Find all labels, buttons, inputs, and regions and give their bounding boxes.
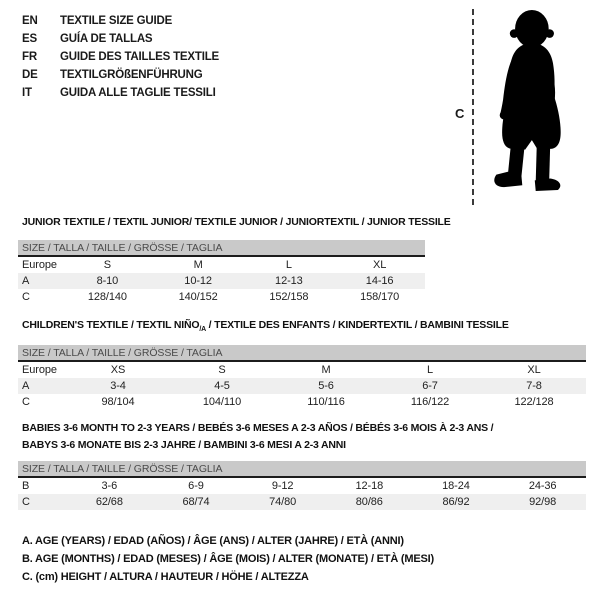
language-row bbox=[22, 66, 219, 84]
cell: L bbox=[426, 364, 434, 376]
cell: 6-7 bbox=[378, 378, 482, 394]
cell: 3-6 bbox=[101, 480, 118, 492]
row-label: C bbox=[22, 291, 30, 303]
cell: 92/98 bbox=[499, 494, 586, 510]
cell: 86/92 bbox=[413, 494, 500, 510]
babies-title-line2: BABYS 3-6 MONATE BIS 2-3 JAHRE / BAMBINI 3-6 MESI A 2-3 ANNI bbox=[22, 439, 346, 451]
cell: 140/152 bbox=[178, 291, 218, 303]
cell: 8-10 bbox=[62, 273, 153, 289]
row-label: B bbox=[22, 480, 30, 492]
cell: XL bbox=[527, 364, 541, 376]
table-row bbox=[18, 394, 586, 410]
cell: 116/122 bbox=[410, 396, 450, 408]
language-code: FR bbox=[22, 51, 37, 63]
cell: 9-12 bbox=[271, 480, 294, 492]
footnotes bbox=[22, 532, 434, 586]
cell: S bbox=[218, 364, 226, 376]
row-label: C bbox=[22, 396, 30, 408]
cell: XS bbox=[110, 364, 126, 376]
table-row bbox=[18, 273, 425, 289]
cell: M bbox=[321, 364, 331, 376]
height-measure-label: C bbox=[455, 106, 465, 121]
language-row bbox=[22, 48, 219, 66]
language-row bbox=[22, 30, 219, 48]
junior-section-title: JUNIOR TEXTILE / TEXTIL JUNIOR/ TEXTILE JUNIOR / JUNIORTEXTIL / JUNIOR TESSILE bbox=[22, 216, 451, 228]
row-label: C bbox=[18, 494, 66, 510]
cell: L bbox=[285, 259, 292, 271]
table-row bbox=[18, 361, 586, 378]
cell: 80/86 bbox=[326, 494, 413, 510]
cell: M bbox=[193, 259, 203, 271]
language-code: ES bbox=[22, 33, 37, 45]
row-label: Europe bbox=[22, 259, 57, 271]
children-size-table bbox=[18, 345, 586, 410]
language-list bbox=[22, 12, 219, 102]
cell: 5-6 bbox=[274, 378, 378, 394]
cell: 68/74 bbox=[153, 494, 240, 510]
row-label: A bbox=[18, 273, 62, 289]
size-header-bar: SIZE / TALLA / TAILLE / GRÖSSE / TAGLIA bbox=[18, 345, 586, 361]
cell: 4-5 bbox=[170, 378, 274, 394]
cell: 12-18 bbox=[355, 480, 384, 492]
cell: 10-12 bbox=[153, 273, 244, 289]
children-title-sub: /A bbox=[199, 326, 206, 334]
table-row bbox=[18, 256, 425, 273]
table-row bbox=[18, 289, 425, 305]
cell: 74/80 bbox=[239, 494, 326, 510]
language-row bbox=[22, 12, 219, 30]
size-header-bar: SIZE / TALLA / TAILLE / GRÖSSE / TAGLIA bbox=[18, 240, 425, 256]
junior-size-table bbox=[18, 240, 425, 305]
note-a: A. AGE (YEARS) / EDAD (AÑOS) / ÂGE (ANS) / ALTER (JAHRE) / ETÀ (ANNI) bbox=[22, 535, 404, 547]
table-row bbox=[18, 477, 586, 494]
table-row bbox=[18, 378, 586, 394]
language-title: GUIDE DES TAILLES TEXTILE bbox=[60, 51, 219, 63]
cell: 14-16 bbox=[334, 273, 425, 289]
children-section-title bbox=[22, 319, 509, 333]
cell: 7-8 bbox=[482, 378, 586, 394]
cell: S bbox=[103, 259, 111, 271]
children-title-post: / TEXTILE DES ENFANTS / KINDERTEXTIL / BAMBINI TESSILE bbox=[205, 319, 509, 331]
cell: 62/68 bbox=[66, 494, 153, 510]
language-code: EN bbox=[22, 15, 38, 27]
note-b: B. AGE (MONTHS) / EDAD (MESES) / ÂGE (MOIS) / ALTER (MONATE) / ETÀ (MESI) bbox=[22, 553, 434, 565]
cell: 128/140 bbox=[87, 291, 127, 303]
language-code: DE bbox=[22, 69, 38, 81]
cell: XL bbox=[372, 259, 387, 271]
note-c: C. (cm) HEIGHT / ALTURA / HAUTEUR / HÖHE / ALTEZZA bbox=[22, 571, 309, 583]
cell: 12-13 bbox=[244, 273, 335, 289]
cell: 152/158 bbox=[269, 291, 309, 303]
cell: 110/116 bbox=[307, 396, 345, 408]
row-label: A bbox=[18, 378, 66, 394]
height-measure-dashed-line bbox=[472, 9, 474, 205]
language-title: TEXTILE SIZE GUIDE bbox=[60, 15, 173, 27]
language-title: GUÍA DE TALLAS bbox=[60, 33, 153, 45]
language-title: TEXTILGRÖßENFÜHRUNG bbox=[60, 69, 203, 81]
language-code: IT bbox=[22, 87, 32, 99]
cell: 158/170 bbox=[360, 291, 400, 303]
language-title: GUIDA ALLE TAGLIE TESSILI bbox=[60, 87, 216, 99]
size-header-bar: SIZE / TALLA / TAILLE / GRÖSSE / TAGLIA bbox=[18, 461, 586, 477]
cell: 122/128 bbox=[514, 396, 554, 408]
baby-silhouette-image bbox=[481, 6, 577, 206]
cell: 24-36 bbox=[528, 480, 557, 492]
cell: 18-24 bbox=[442, 480, 470, 492]
cell: 3-4 bbox=[66, 378, 170, 394]
babies-title-line1: BABIES 3-6 MONTH TO 2-3 YEARS / BEBÉS 3-6 MESES A 2-3 AÑOS / BÉBÉS 3-6 MOIS À 2-3 ANS / bbox=[22, 422, 494, 434]
cell: 6-9 bbox=[188, 480, 204, 492]
row-label: Europe bbox=[22, 364, 57, 376]
babies-section-title bbox=[22, 420, 493, 454]
children-title-pre: CHILDREN'S TEXTILE / TEXTIL NIÑO bbox=[22, 319, 200, 331]
table-row bbox=[18, 494, 586, 510]
babies-size-table bbox=[18, 461, 586, 510]
cell: 104/110 bbox=[202, 396, 242, 408]
language-row bbox=[22, 84, 219, 102]
cell: 98/104 bbox=[101, 396, 135, 408]
